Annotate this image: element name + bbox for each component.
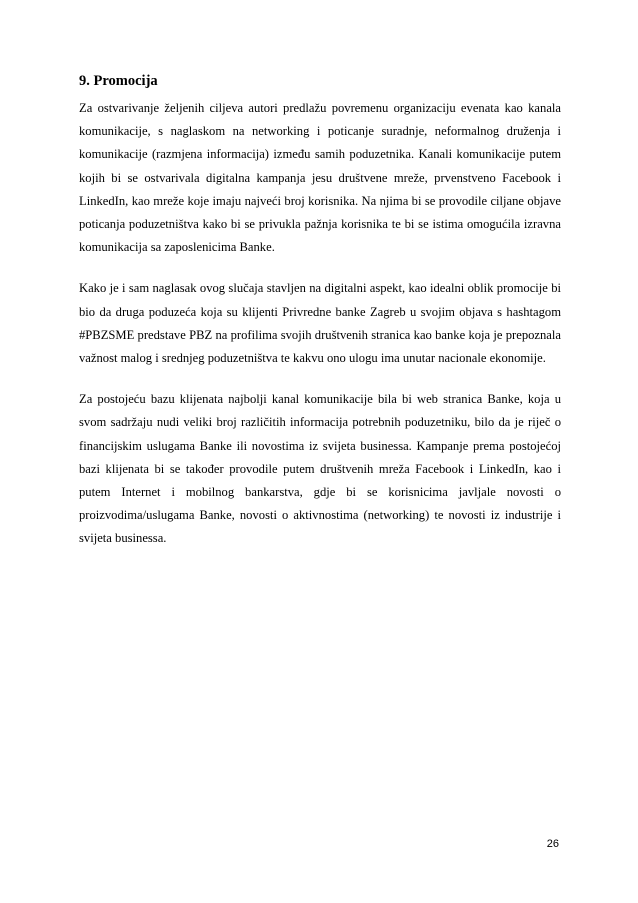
paragraph-events: Za ostvarivanje željenih ciljeva autori predlažu povremenu organizaciju evenata kao kanala komunikacije, s naglaskom na networking i poticanje suradnje, neformalnog druženja i komunikacije (razmjena informacija) između samih poduzetnika. Kanali komunikacije putem kojih bi se ostvarivala digitalna kampanja jesu društvene mreže, prvenstveno Facebook i LinkedIn, kao mreže koje imaju najveći broj korisnika. Na njima bi se provodile ciljane objave poticanja poduzetništva kako bi se privukla pažnja korisnika te bi se istima omogućila izravna komunikacija sa zaposlenicima Banke. [79,101,561,255]
page-content [79,72,561,569]
paragraph-digital-promotion: Kako je i sam naglasak ovog slučaja stavljen na digitalni aspekt, kao idealni oblik promocije bi bio da druga poduzeća koja su klijenti Privredne banke Zagreb u svojim objava s hashtagom #PBZSME predstave PBZ na profilima svojih društvenih stranica kao banke koja je prepoznala važnost malog i srednjeg poduzetništva te kakvu ono ulogu ima unutar nacionale ekonomije. [79,281,561,366]
paragraph-existing-clients: Za postojeću bazu klijenata najbolji kanal komunikacije bila bi web stranica Banke, koja u svom sadržaju nudi veliki broj različitih informacija potrebnih poduzetniku, bilo da je riječ o financijskim uslugama Banke ili novostima iz svijeta businessa. Kampanje prema postojećoj bazi klijenata bi se također provodile putem društvenih mreža Facebook i LinkedIn, kao i putem Internet i mobilnog bankarstva, gdje bi se korisnicima javljale novosti o proizvodima/uslugama Banke, novosti o aktivnostima (networking) te novosti iz industrije i svijeta businessa. [79,392,561,546]
section-heading: 9. Promocija [79,73,158,89]
page-number: 26 [546,838,559,850]
